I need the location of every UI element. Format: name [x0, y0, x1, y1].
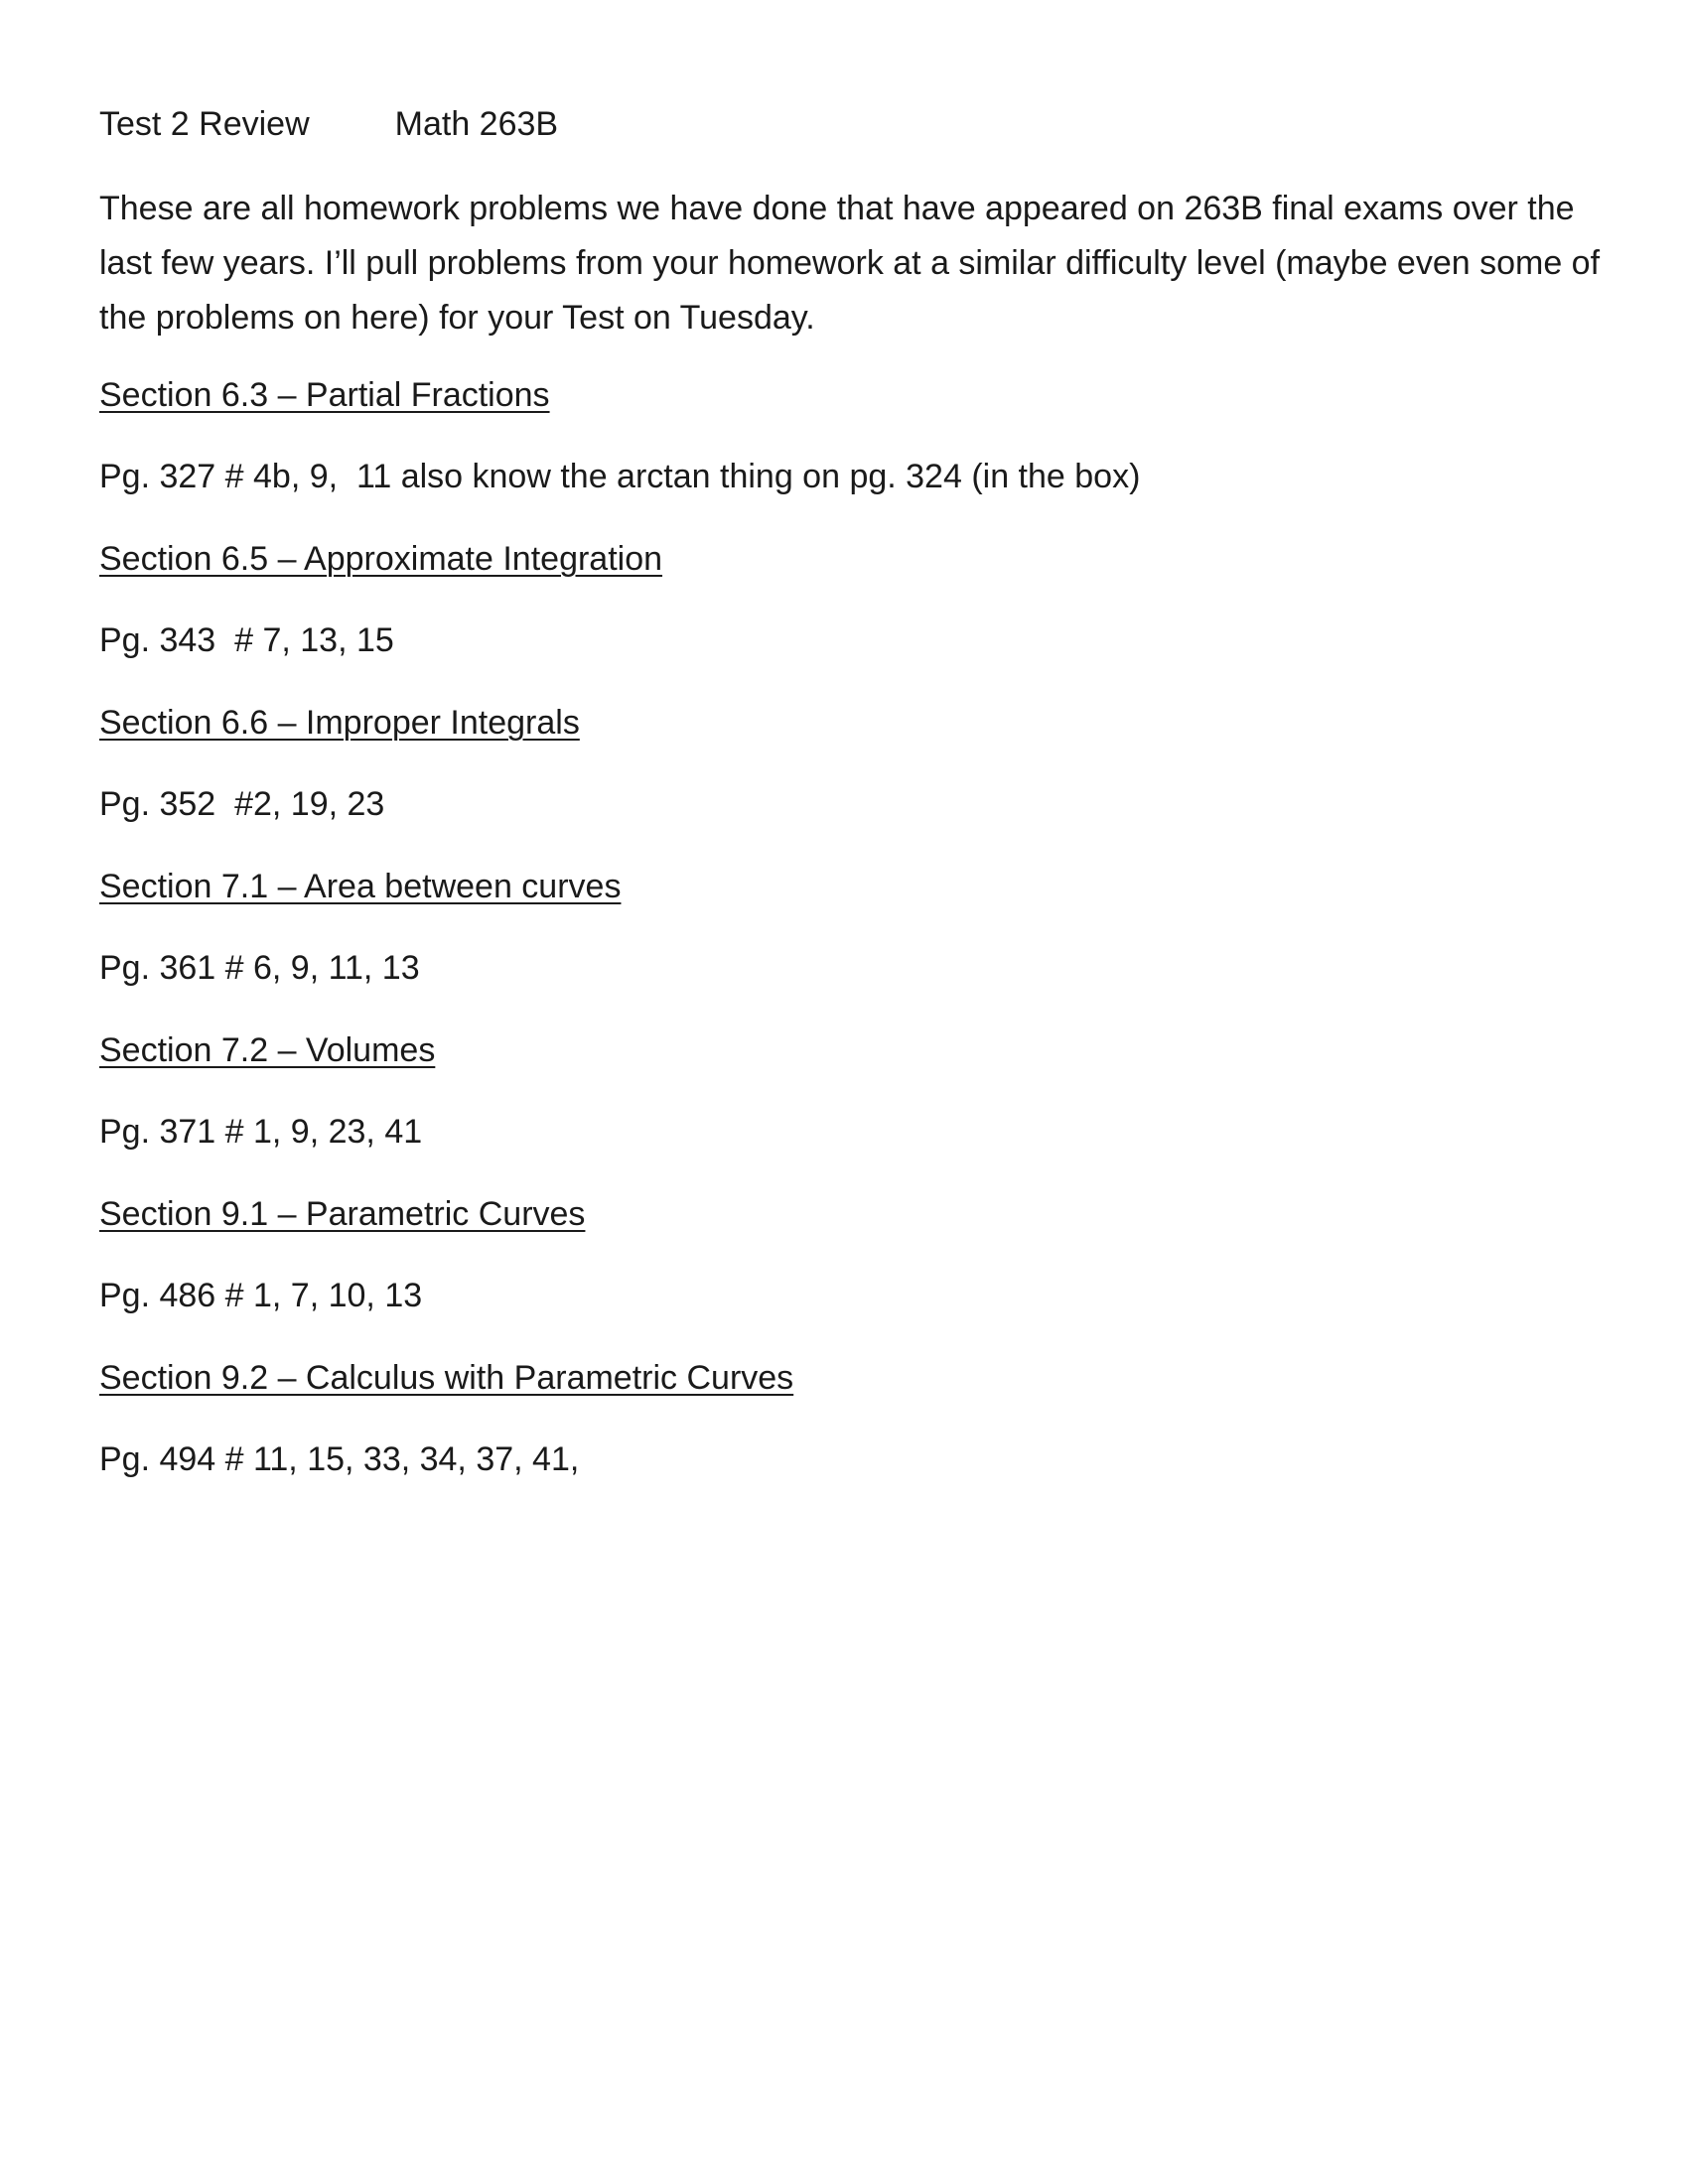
section-heading: Section 6.6 – Improper Integrals — [99, 704, 580, 742]
section-heading: Section 6.5 – Approximate Integration — [99, 540, 663, 578]
section-heading: Section 7.1 – Area between curves — [99, 868, 622, 905]
section-heading: Section 7.2 – Volumes — [99, 1031, 436, 1069]
review-title: Test 2 Review — [99, 105, 310, 143]
section-9-2 — [99, 1355, 1589, 1482]
problem-list: Pg. 327 # 4b, 9, 11 also know the arctan thing on pg. 324 (in the box) — [99, 458, 1141, 495]
course-name: Math 263B — [394, 105, 559, 143]
problem-list: Pg. 361 # 6, 9, 11, 13 — [99, 949, 420, 987]
section-7-2 — [99, 1027, 1589, 1155]
section-heading: Section 9.2 – Calculus with Parametric Curves — [99, 1359, 794, 1397]
section-heading: Section 6.3 – Partial Fractions — [99, 376, 550, 414]
section-9-1 — [99, 1191, 1589, 1318]
section-7-1 — [99, 864, 1589, 991]
section-6-5 — [99, 536, 1589, 663]
section-6-6 — [99, 700, 1589, 827]
problem-list: Pg. 343 # 7, 13, 15 — [99, 621, 394, 659]
problem-list: Pg. 371 # 1, 9, 23, 41 — [99, 1113, 423, 1151]
problem-list: Pg. 486 # 1, 7, 10, 13 — [99, 1277, 423, 1314]
section-6-3 — [99, 372, 1589, 499]
document-header — [99, 101, 558, 147]
problem-list: Pg. 352 #2, 19, 23 — [99, 785, 385, 823]
section-list — [99, 372, 1589, 1519]
section-heading: Section 9.1 – Parametric Curves — [99, 1195, 586, 1233]
intro-paragraph: These are all homework problems we have done that have appeared on 263B final exams over the last few years. I’ll pull problems from your homework at a similar difficulty level (maybe even some of the problems on here) for your Test on Tuesday. — [99, 190, 1601, 337]
problem-list: Pg. 494 # 11, 15, 33, 34, 37, 41, — [99, 1440, 580, 1478]
